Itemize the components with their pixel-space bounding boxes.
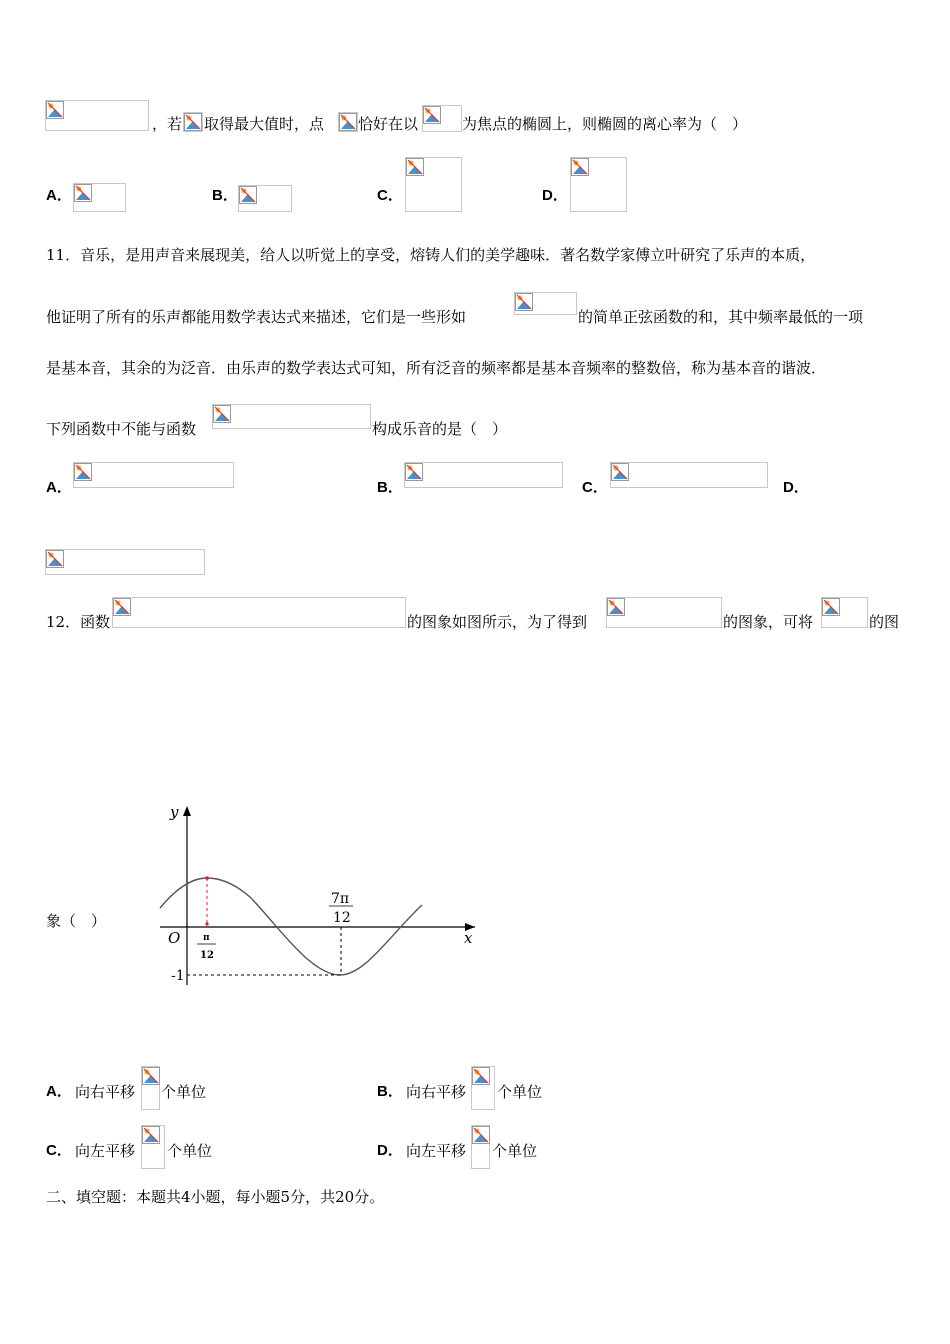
minus-one-label: -1 (171, 968, 185, 984)
broken-image-icon (607, 598, 625, 616)
broken-image-icon (184, 113, 202, 131)
sine-graph (150, 800, 480, 990)
q10-option-b-label: B． (212, 187, 238, 204)
q11-option-b-label: B． (377, 479, 403, 496)
option-d-image (45, 549, 205, 575)
broken-image-icon (822, 598, 840, 616)
q12-text-4: 的图 (869, 613, 900, 631)
section-2-heading: 二、填空题：本题共4小题，每小题5分，共20分。 (46, 1188, 385, 1206)
broken-image-icon (423, 106, 441, 124)
q11-line-3: 是基本音，其余的为泛音．由乐声的数学表达式可知，所有泛音的频率都是基本音频率的整数倍，称为基本音的谐波． (46, 359, 827, 377)
q12-option-c-text-2: 个单位 (167, 1142, 213, 1160)
origin-label: O (168, 929, 181, 947)
broken-image-icon (472, 1126, 490, 1144)
q10-text-4: 为焦点的椭圆上，则椭圆的离心率为（ ） (462, 115, 748, 133)
broken-image-icon (142, 1126, 160, 1144)
y-axis-label: y (170, 803, 179, 821)
option-b-image (404, 462, 563, 488)
formula-image (45, 100, 149, 131)
formula-image (606, 597, 722, 628)
broken-image-icon (611, 463, 629, 481)
broken-image-icon (74, 463, 92, 481)
broken-image-icon (213, 405, 231, 423)
max-point (205, 876, 209, 880)
option-c-image (405, 157, 462, 212)
broken-image-icon (46, 550, 64, 568)
q12-text-5: 象（ ） (46, 912, 107, 930)
q12-option-b-label: B． (377, 1083, 403, 1100)
q12-option-d-label: D． (377, 1142, 403, 1159)
twelve2-label: 12 (333, 910, 351, 926)
option-a-image (141, 1066, 160, 1110)
broken-image-icon (405, 463, 423, 481)
max-foot (205, 922, 208, 925)
q10-text-1: ，若 (152, 115, 183, 133)
formula-image (112, 597, 406, 628)
q12-option-a-text-1: 向右平移 (75, 1083, 136, 1101)
q12-option-d-text-1: 向左平移 (406, 1142, 467, 1160)
q11-line-4b: 构成乐音的是（ ） (372, 420, 508, 438)
q12-option-c-text-1: 向左平移 (75, 1142, 136, 1160)
broken-image-icon (406, 158, 424, 176)
option-a-image (73, 462, 234, 488)
q11-line-2a: 他证明了所有的乐声都能用数学表达式来描述，它们是一些形如 (46, 308, 467, 326)
broken-image-icon (74, 184, 92, 202)
broken-image-icon (142, 1067, 160, 1085)
q11-option-c-label: C． (582, 479, 608, 496)
twelve-label: 12 (200, 950, 214, 961)
seven-pi-label: 7π (331, 891, 350, 907)
option-b-image (238, 185, 292, 212)
q11-option-a-label: A． (46, 479, 72, 496)
q10-text-3: 恰好在以 (358, 115, 419, 133)
option-b-image (471, 1066, 495, 1110)
q12-text-2: 的图象如图所示，为了得到 (407, 613, 588, 631)
option-d-image (570, 157, 627, 212)
formula-image (338, 112, 358, 132)
q10-text-2: 取得最大值时，点 (204, 115, 325, 133)
broken-image-icon (46, 101, 64, 119)
option-c-image (141, 1125, 165, 1169)
q12-option-c-label: C． (46, 1142, 72, 1159)
pi-label: π (203, 933, 210, 943)
broken-image-icon (472, 1067, 490, 1085)
option-a-image (73, 183, 126, 212)
q12-text-3: 的图象，可将 (723, 613, 814, 631)
formula-image (821, 597, 868, 628)
y-axis-arrow (183, 806, 191, 816)
q12-option-b-text-2: 个单位 (497, 1083, 543, 1101)
q10-option-d-label: D． (542, 187, 568, 204)
broken-image-icon (339, 113, 357, 131)
formula-image (212, 404, 371, 429)
q12-text-1: 12．函数 (46, 613, 111, 631)
broken-image-icon (239, 186, 257, 204)
formula-image (422, 105, 462, 132)
q10-option-c-label: C． (377, 187, 403, 204)
formula-image (183, 112, 203, 132)
q11-line-1: 11．音乐，是用声音来展现美，给人以听觉上的享受，熔铸人们的美学趣味．著名数学家傅立叶研究了乐声的本质， (46, 246, 816, 264)
q11-line-2b: 的简单正弦函数的和，其中频率最低的一项 (578, 308, 864, 326)
formula-image (514, 292, 577, 315)
option-c-image (610, 462, 768, 488)
q12-option-b-text-1: 向右平移 (406, 1083, 467, 1101)
option-d-image (471, 1125, 490, 1169)
q11-line-4a: 下列函数中不能与函数 (46, 420, 197, 438)
q12-option-a-label: A． (46, 1083, 72, 1100)
q12-option-d-text-2: 个单位 (492, 1142, 538, 1160)
q10-option-a-label: A． (46, 187, 72, 204)
broken-image-icon (571, 158, 589, 176)
q12-option-a-text-2: 个单位 (161, 1083, 207, 1101)
x-axis-label: x (464, 929, 473, 947)
broken-image-icon (113, 598, 131, 616)
q11-option-d-label: D． (783, 479, 809, 496)
broken-image-icon (515, 293, 533, 311)
